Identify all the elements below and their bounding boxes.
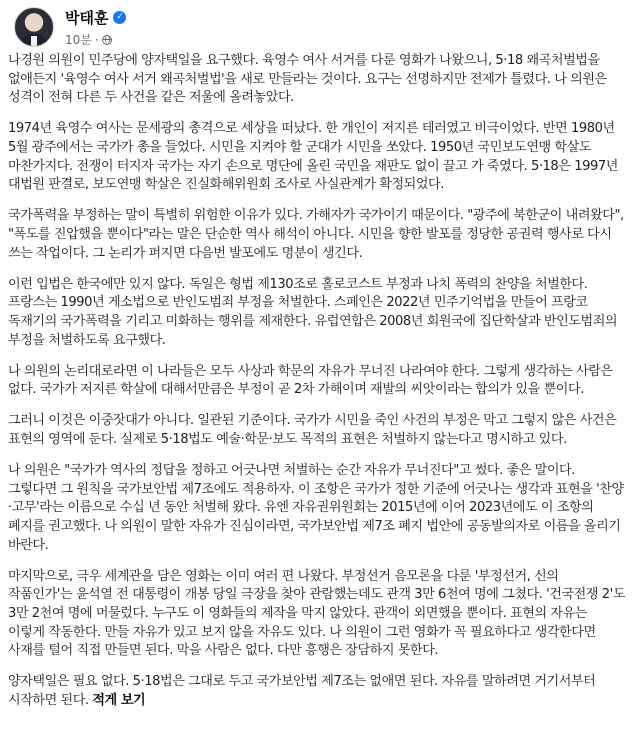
globe-icon[interactable] [102, 35, 112, 45]
post-paragraph: 이런 입법은 한국에만 있지 않다. 독일은 형법 제130조로 홀로코스트 부정과 나치 폭력의 찬양을 처벌한다. 프랑스는 1990년 게소법으로 반인도범죄 부정을 처벌한다. 스페인은 2022년 민주기억법을 만들어 프랑코 독재기의 국가폭력을 기리고 미화하는 행위를 제재한다. 유럽연합은 2008년 회원국에 집단학살과 반인도범죄의 부정을 처벌하도록 요구했다. [8, 276, 618, 348]
verified-badge-icon: ✓ [113, 11, 126, 24]
meta-separator: · [94, 32, 99, 47]
post-paragraph: 마지막으로, 극우 세계관을 담은 영화는 이미 여러 편 나왔다. 부정선거 음모론을 다룬 '부정선거, 신의 작품인가'는 윤석열 전 대통령이 개봉 당일 극장을 찾아 관람했는데도 관객 3만 6천여 명에 그쳤다. '건국전쟁 2'도 3만 2천여 명에 머물렀다. 누구도 이 영화들의 제작을 막지 않았다. 관객이 외면했을 뿐이다. 표현의 자유는 이렇게 작동한다. 만들 자유가 있고 보지 않을 자유도 있다. 나 의원이 그런 영화가 꼭 필요하다고 생각한다면 사재를 털어 직접 만들면 된다. 막을 사람은 없다. 다만 흥행은 장담하지 못한다. [8, 568, 626, 659]
author-name[interactable]: 박태훈 [65, 9, 109, 27]
post-timestamp[interactable]: 10분 [65, 33, 92, 47]
post-paragraph: 나경원 의원이 민주당에 양자택일을 요구했다. 육영수 여사 서거를 다룬 영화가 나왔으니, 5·18 왜곡처벌법을 없애든지 '육영수 여사 서거 왜곡처벌법'을 새로 만들라는 것이다. 요구는 선명하지만 전제가 틀렸다. 나 의원은 성격이 전혀 다른 두 사건을 같은 저울에 올려놓았다. [8, 53, 607, 106]
post-paragraph: 그러니 이것은 이중잣대가 아니다. 일관된 기준이다. 국가가 시민을 죽인 사건의 부정은 막고 그렇지 않은 사건은 표현의 영역에 둔다. 실제로 5·18법도 예술·학문·보도 목적의 표현은 처벌하지 않는다고 명시하고 있다. [8, 413, 617, 448]
post-paragraph-text: 양자택일은 필요 없다. 5·18법은 그대로 두고 국가보안법 제7조는 없애면 된다. 자유를 말하려면 거기서부터 시작하면 된다. [8, 674, 596, 708]
author-line [65, 7, 126, 28]
post-paragraph: 나 의원은 "국가가 역사의 정답을 정하고 어긋나면 처벌하는 순간 자유가 무너진다"고 썼다. 좋은 말이다. 그렇다면 그 원칙을 국가보안법 제7조에도 적용하자. 이 조항은 국가가 정한 기준에 어긋나는 생각과 표현을 '찬양·고무'라는 이름으로 수십 년 동안 처벌해 왔다. 유엔 자유권위원회는 2015년에 이어 2023년에도 이 조항의 폐지를 권고했다. 나 의원이 말한 자유가 진심이라면, 국가보안법 제7조 폐지 법안에 공동발의자로 이름을 올리기 바란다. [8, 463, 624, 553]
post-paragraph: 1974년 육영수 여사는 문세광의 총격으로 세상을 떠났다. 한 개인이 저지른 테러였고 비극이었다. 반면 1980년 5월 광주에서는 국가가 총을 들었다. 시민을 지켜야 할 군대가 시민을 쏘았다. 1950년 국민보도연맹 학살도 마찬가지다. 전쟁이 터지자 국가는 자기 손으로 명단에 올린 국민을 재판도 없이 끌고 가 죽였다. 5·18은 1997년 대법원 판결로, 보도연맹 학살은 진실화해위원회 조사로 사실관계가 확정되었다. [8, 121, 618, 193]
author-avatar[interactable] [14, 7, 54, 47]
post-header [8, 0, 626, 52]
post-paragraph: 나 의원의 논리대로라면 이 나라들은 모두 사상과 학문의 자유가 무너진 나라여야 한다. 그렇게 생각하는 사람은 없다. 국가가 저지른 학살에 대해서만큼은 부정이 곧 2차 가해이며 재발의 씨앗이라는 합의가 있을 뿐이다. [8, 363, 613, 398]
post-paragraph: 국가폭력을 부정하는 말이 특별히 위험한 이유가 있다. 가해자가 국가이기 때문이다. "광주에 북한군이 내려왔다", "폭도를 진압했을 뿐이다"라는 말은 단순한 역사 해석이 아니다. 시민을 향한 발포를 정당한 공권력 행사로 다시 쓰는 작업이다. 그 논리가 퍼지면 다음번 발포에도 명분이 생긴다. [8, 208, 624, 261]
post-body [8, 52, 626, 711]
see-less-link[interactable]: 적게 보기 [92, 692, 146, 708]
post-paragraph-last [8, 673, 626, 710]
post-meta [65, 31, 112, 48]
